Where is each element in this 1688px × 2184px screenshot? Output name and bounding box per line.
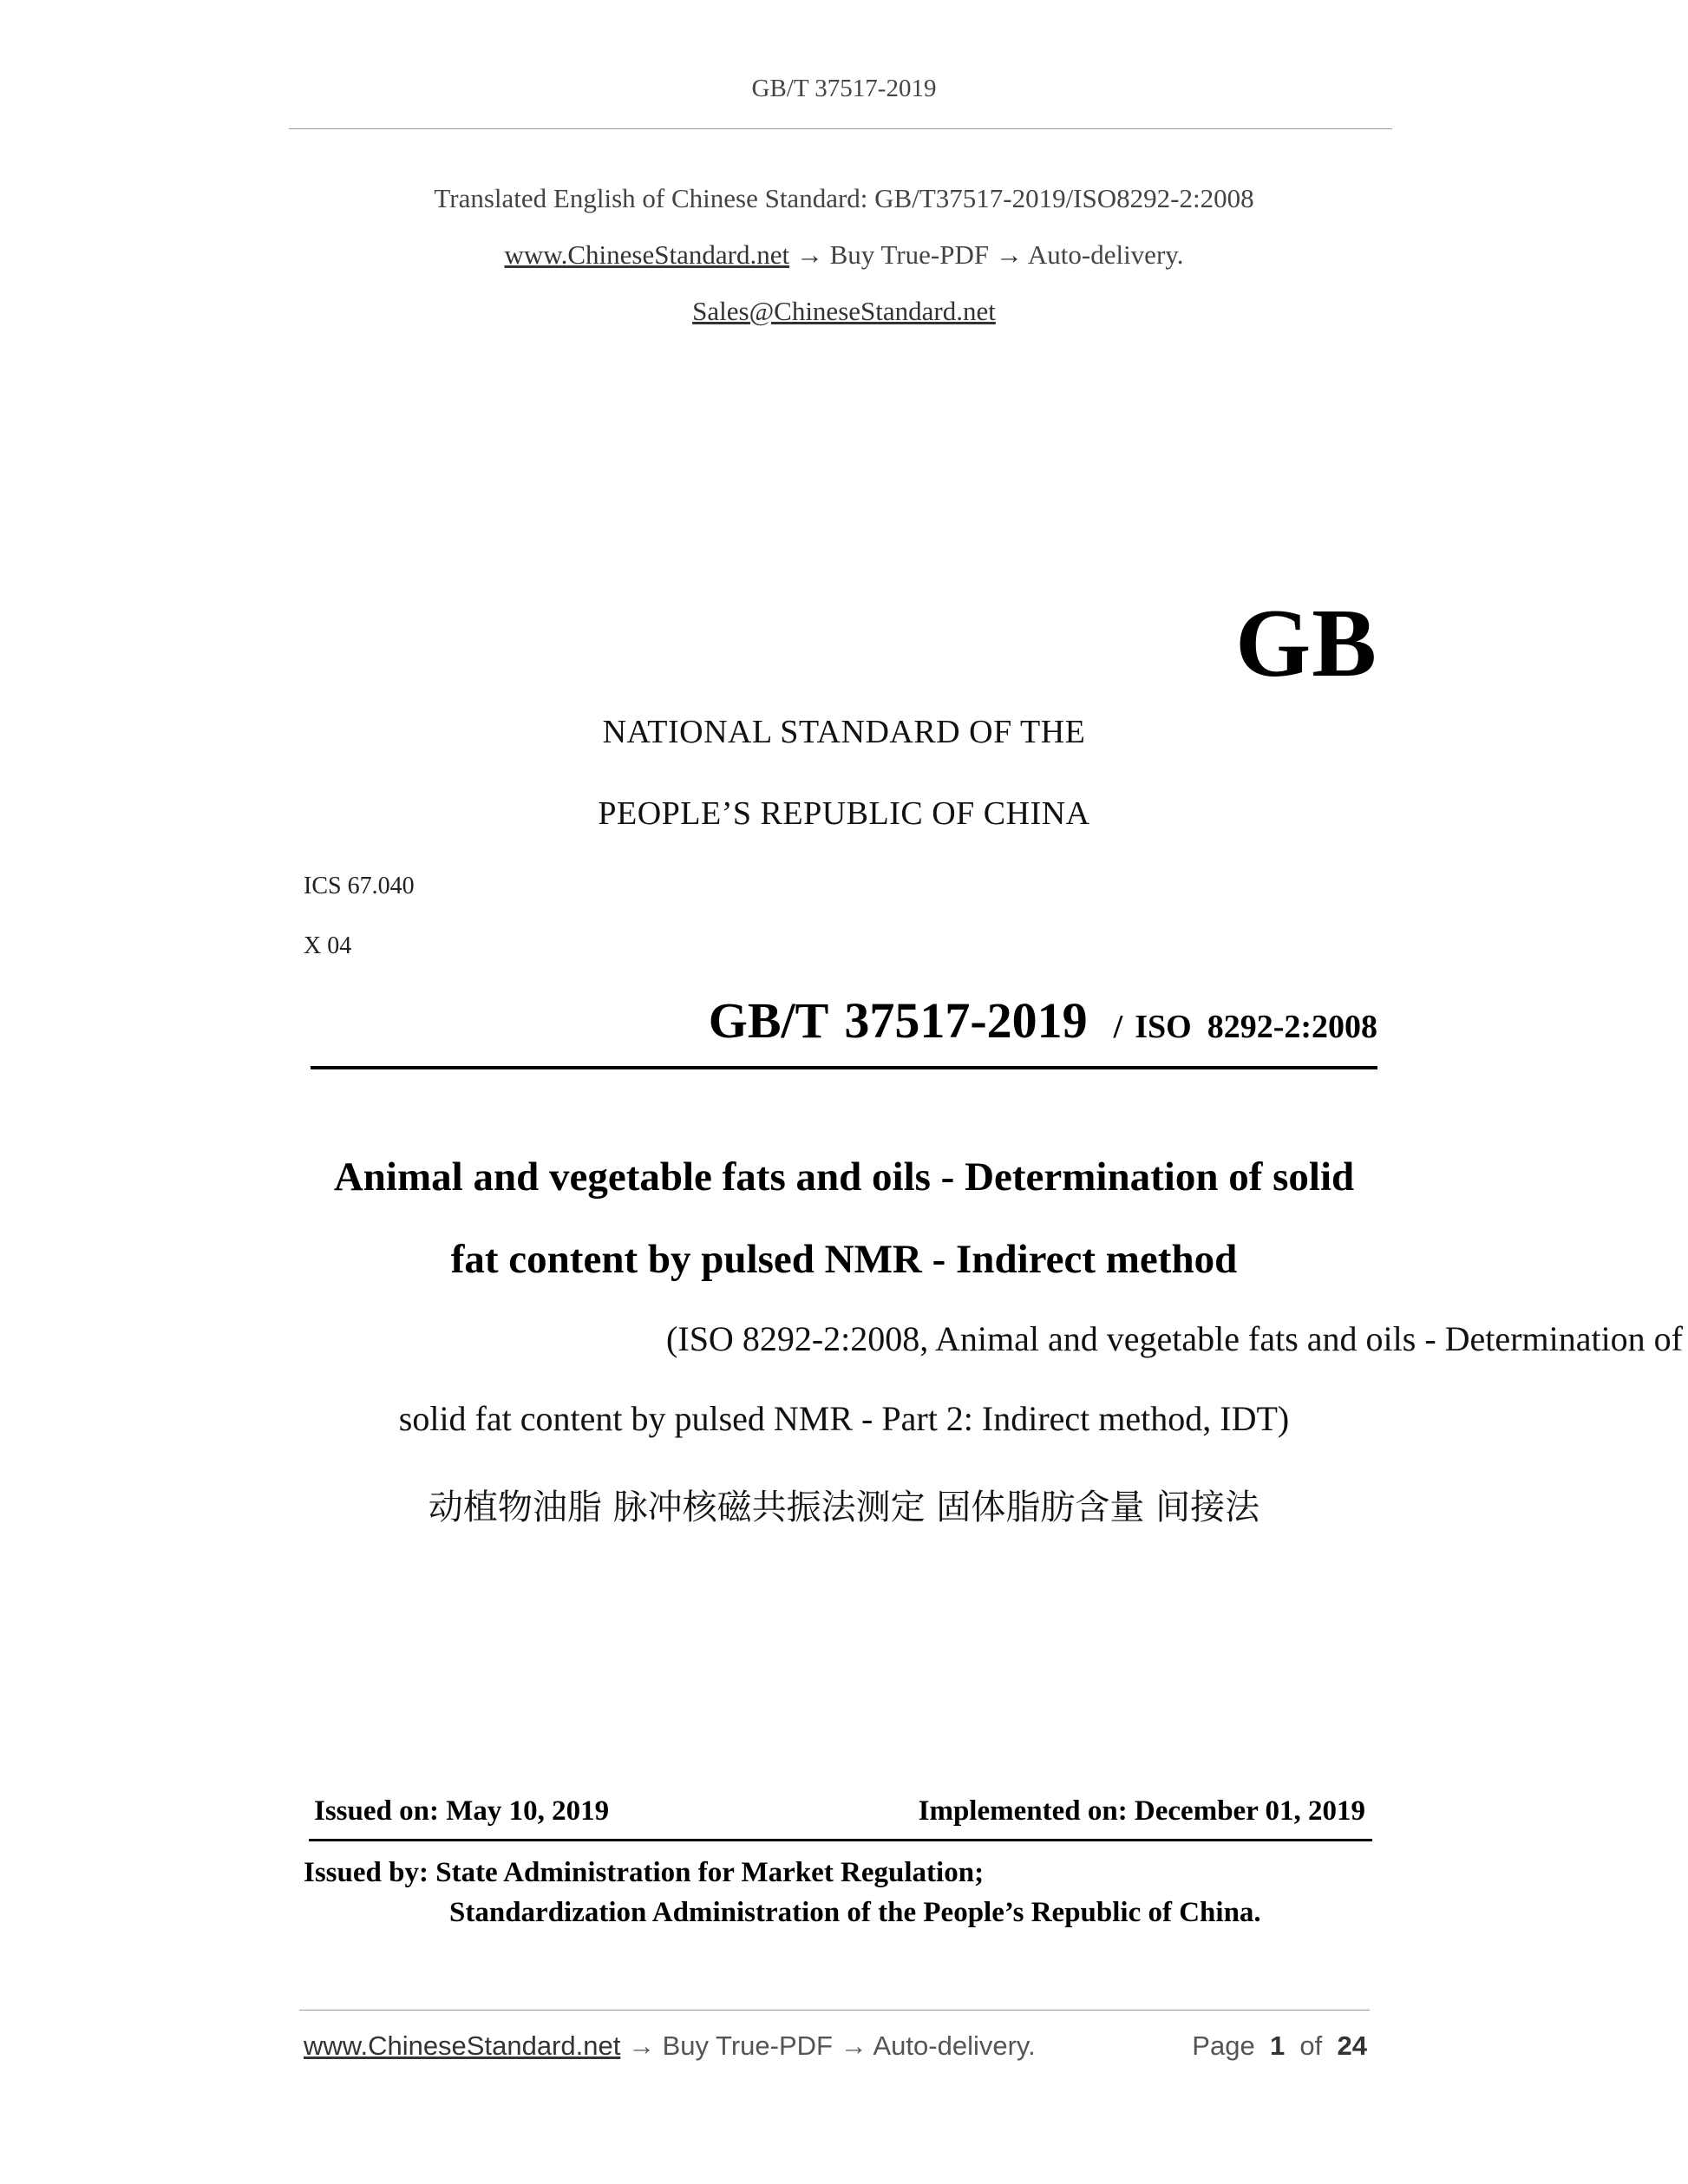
arrow-right-icon: → [795,239,823,270]
delivery-text: Auto-delivery. [1027,239,1184,270]
ics-code: ICS 67.040 [304,873,415,899]
issued-by-line-1: Issued by: State Administration for Market Regulation; [304,1857,985,1888]
iso-reference-line-1: (ISO 8292-2:2008, Animal and vegetable fats and oils - Determination of [666,1319,1683,1358]
standard-number [709,991,1377,1049]
standard-code: 37517-2019 [844,992,1088,1049]
iso-reference-line-2: solid fat content by pulsed NMR - Part 2: Indirect method, IDT) [398,1399,1290,1438]
purchase-line [0,239,1688,271]
national-standard-line-2: PEOPLE’S REPUBLIC OF CHINA [598,795,1090,832]
iso-code: 8292-2:2008 [1207,1009,1377,1045]
standard-slash: / [1113,1009,1123,1045]
arrow-right-icon: → [627,2030,655,2061]
ccs-code: X 04 [304,932,352,959]
total-pages: 24 [1337,2030,1367,2061]
arrow-right-icon: → [995,239,1023,270]
header-divider [289,128,1392,129]
footer-divider [299,2010,1370,2011]
issued-on-date: Issued on: May 10, 2019 [314,1795,610,1827]
chinese-title: 动植物油脂 脉冲核磁共振法测定 固体脂肪含量 间接法 [428,1488,1260,1527]
of-label: of [1299,2030,1323,2061]
issued-by-line-2: Standardization Administration of the People’s Republic of China. [449,1897,1261,1928]
standard-prefix: GB/T [708,992,829,1049]
iso-prefix: ISO [1135,1009,1192,1045]
footer-buy-text: Buy True-PDF [662,2030,833,2061]
issue-divider [309,1839,1372,1841]
footer-website-link[interactable]: www.ChineseStandard.net [304,2030,621,2061]
sales-email-link[interactable]: Sales@ChineseStandard.net [692,296,996,326]
current-page: 1 [1269,2030,1286,2061]
national-standard-line-1: NATIONAL STANDARD OF THE [602,714,1086,750]
page-label: Page [1192,2030,1255,2061]
running-header: GB/T 37517-2019 [751,75,937,102]
title-line-2: fat content by pulsed NMR - Indirect method [450,1237,1238,1282]
footer-delivery-text: Auto-delivery. [873,2030,1036,2061]
arrow-right-icon: → [840,2030,867,2061]
website-link[interactable]: www.ChineseStandard.net [504,239,790,270]
sales-line [0,296,1688,327]
footer-purchase-line [304,2030,1036,2062]
page-number [1192,2030,1367,2062]
translation-notice: Translated English of Chinese Standard: GB/T37517-2019/ISO8292-2:2008 [434,183,1254,213]
implemented-on-date: Implemented on: December 01, 2019 [918,1795,1365,1827]
gb-mark: GB [1235,590,1377,697]
buy-text: Buy True-PDF [829,239,990,270]
title-line-1: Animal and vegetable fats and oils - Determination of solid [333,1154,1355,1200]
standard-number-rule [311,1066,1377,1069]
